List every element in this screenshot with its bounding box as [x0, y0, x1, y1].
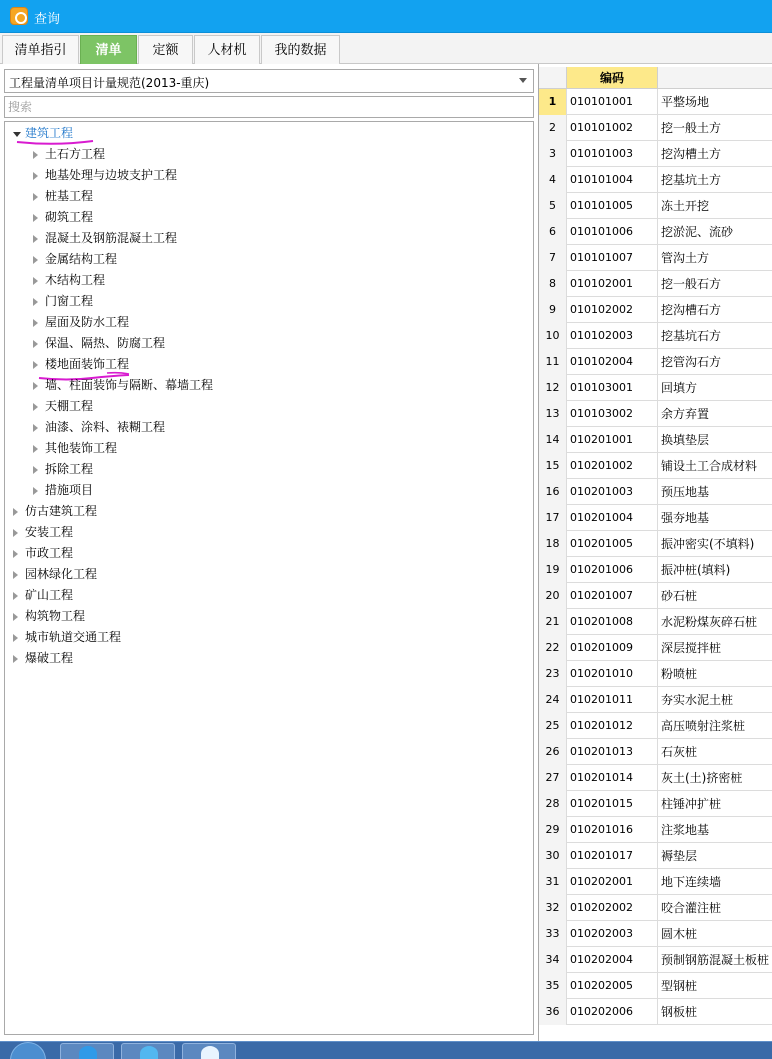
header-index [539, 67, 567, 89]
table-row[interactable] [539, 323, 772, 349]
code-cell: 010202006 [567, 999, 658, 1025]
code-cell: 010102004 [567, 349, 658, 375]
row-index-cell: 27 [539, 765, 567, 791]
tree-node-label: 仿古建筑工程 [25, 504, 98, 518]
taskbar-browser-button[interactable] [60, 1043, 114, 1059]
code-cell: 010201007 [567, 583, 658, 609]
row-index-cell: 25 [539, 713, 567, 739]
code-cell: 010201016 [567, 817, 658, 843]
tab-bar [0, 33, 772, 64]
code-cell: 010201011 [567, 687, 658, 713]
expand-arrow-icon[interactable] [13, 571, 18, 579]
code-cell: 010103001 [567, 375, 658, 401]
expand-arrow-icon[interactable] [13, 508, 18, 516]
name-cell: 粉喷桩 [661, 667, 698, 681]
name-cell: 水泥粉煤灰碎石桩 [661, 615, 758, 629]
code-cell: 010202002 [567, 895, 658, 921]
name-cell: 挖一般土方 [661, 121, 722, 135]
name-cell: 回填方 [661, 381, 698, 395]
code-cell: 010101005 [567, 193, 658, 219]
tree-node-label: 土石方工程 [45, 147, 106, 161]
table-row[interactable] [539, 401, 772, 427]
code-cell: 010202005 [567, 973, 658, 999]
row-index-cell: 35 [539, 973, 567, 999]
row-index-cell: 26 [539, 739, 567, 765]
table-row[interactable] [539, 427, 772, 453]
title-bar [0, 0, 772, 33]
row-index-cell: 24 [539, 687, 567, 713]
expand-arrow-icon[interactable] [33, 298, 38, 306]
code-cell: 010201002 [567, 453, 658, 479]
row-index-cell: 4 [539, 167, 567, 193]
row-index-cell: 29 [539, 817, 567, 843]
row-index-cell: 5 [539, 193, 567, 219]
code-cell: 010201009 [567, 635, 658, 661]
tree-node-label: 金属结构工程 [45, 252, 118, 266]
name-cell: 余方弃置 [661, 407, 710, 421]
window-title: 查询 [34, 12, 61, 27]
tab-labor-material-machine[interactable]: 人材机 [194, 35, 260, 64]
tree-node-label: 混凝土及钢筋混凝土工程 [45, 231, 178, 245]
table-row[interactable] [539, 999, 772, 1025]
row-index-cell: 12 [539, 375, 567, 401]
table-row[interactable] [539, 583, 772, 609]
code-cell: 010102002 [567, 297, 658, 323]
row-index-cell: 32 [539, 895, 567, 921]
tree-node-label: 措施项目 [45, 483, 94, 497]
row-index-cell: 11 [539, 349, 567, 375]
table-row[interactable] [539, 973, 772, 999]
collapse-arrow-icon[interactable] [13, 132, 21, 137]
list-items-grid [538, 64, 772, 1041]
expand-arrow-icon[interactable] [33, 319, 38, 327]
name-cell: 挖基坑石方 [661, 329, 722, 343]
tree-node-label: 墙、柱面装饰与隔断、幕墙工程 [45, 378, 214, 392]
code-cell: 010202003 [567, 921, 658, 947]
row-index-cell: 28 [539, 791, 567, 817]
code-cell: 010202001 [567, 869, 658, 895]
table-row[interactable] [539, 713, 772, 739]
expand-arrow-icon[interactable] [33, 487, 38, 495]
tab-list[interactable]: 清单 [80, 35, 137, 64]
list-tree-pane [0, 64, 538, 1041]
expand-arrow-icon[interactable] [33, 235, 38, 243]
code-cell: 010101006 [567, 219, 658, 245]
name-cell: 型钢桩 [661, 979, 698, 993]
name-cell: 地下连续墙 [661, 875, 722, 889]
code-cell: 010102001 [567, 271, 658, 297]
name-cell: 柱锤冲扩桩 [661, 797, 722, 811]
table-row[interactable] [539, 921, 772, 947]
table-row[interactable] [539, 349, 772, 375]
table-row[interactable] [539, 635, 772, 661]
start-button[interactable] [10, 1042, 46, 1059]
tree-node-label: 园林绿化工程 [25, 567, 98, 581]
code-cell: 010103002 [567, 401, 658, 427]
code-cell: 010101007 [567, 245, 658, 271]
expand-arrow-icon[interactable] [33, 361, 38, 369]
row-index-cell: 20 [539, 583, 567, 609]
code-cell: 010201014 [567, 765, 658, 791]
table-row[interactable] [539, 895, 772, 921]
table-row[interactable] [539, 167, 772, 193]
row-index-cell: 6 [539, 219, 567, 245]
row-index-cell: 17 [539, 505, 567, 531]
row-index-cell: 33 [539, 921, 567, 947]
row-index-cell: 16 [539, 479, 567, 505]
tree-node-label: 油漆、涂料、裱糊工程 [45, 420, 166, 434]
app-logo-icon [201, 1046, 219, 1059]
row-index-cell: 36 [539, 999, 567, 1025]
name-cell: 高压喷射注浆桩 [661, 719, 746, 733]
code-cell: 010201012 [567, 713, 658, 739]
code-cell: 010101002 [567, 115, 658, 141]
table-row[interactable] [539, 505, 772, 531]
expand-arrow-icon[interactable] [33, 382, 38, 390]
table-row[interactable] [539, 219, 772, 245]
tree-node-label: 拆除工程 [45, 462, 94, 476]
row-index-cell: 9 [539, 297, 567, 323]
name-cell: 预压地基 [661, 485, 710, 499]
spec-select[interactable] [4, 69, 534, 93]
expand-arrow-icon[interactable] [13, 613, 18, 621]
header-code[interactable]: 编码 [567, 67, 658, 89]
row-index-cell: 7 [539, 245, 567, 271]
table-row[interactable] [539, 869, 772, 895]
code-cell: 010201003 [567, 479, 658, 505]
name-cell: 振冲桩(填料) [661, 563, 731, 577]
table-row[interactable] [539, 843, 772, 869]
expand-arrow-icon[interactable] [33, 424, 38, 432]
row-index-cell: 15 [539, 453, 567, 479]
table-row[interactable] [539, 687, 772, 713]
table-row[interactable] [539, 739, 772, 765]
table-row[interactable] [539, 557, 772, 583]
table-row[interactable] [539, 375, 772, 401]
table-row[interactable] [539, 817, 772, 843]
expand-arrow-icon[interactable] [13, 550, 18, 558]
expand-arrow-icon[interactable] [13, 655, 18, 663]
name-cell: 深层搅拌桩 [661, 641, 722, 655]
row-index-cell: 18 [539, 531, 567, 557]
row-index-cell: 30 [539, 843, 567, 869]
tree-node-label: 爆破工程 [25, 651, 74, 665]
name-cell: 挖一般石方 [661, 277, 722, 291]
name-cell: 挖沟槽石方 [661, 303, 722, 317]
table-row[interactable] [539, 193, 772, 219]
header-name[interactable] [658, 67, 772, 89]
row-index-cell: 1 [539, 89, 567, 115]
app-logo-icon [10, 7, 28, 25]
chat-icon [140, 1046, 158, 1059]
tree-node-label: 建筑工程 [25, 126, 74, 140]
row-index-cell: 2 [539, 115, 567, 141]
name-cell: 挖基坑土方 [661, 173, 722, 187]
code-cell: 010201006 [567, 557, 658, 583]
code-cell: 010101003 [567, 141, 658, 167]
table-row[interactable] [539, 609, 772, 635]
tree-node-label: 构筑物工程 [25, 609, 86, 623]
name-cell: 强夯地基 [661, 511, 710, 525]
tree-node-label: 矿山工程 [25, 588, 74, 602]
row-index-cell: 21 [539, 609, 567, 635]
tree-node-label: 桩基工程 [45, 189, 94, 203]
row-index-cell: 22 [539, 635, 567, 661]
name-cell: 钢板桩 [661, 1005, 698, 1019]
code-cell: 010201013 [567, 739, 658, 765]
table-row[interactable] [539, 531, 772, 557]
search-input[interactable] [4, 96, 534, 118]
expand-arrow-icon[interactable] [33, 256, 38, 264]
row-index-cell: 34 [539, 947, 567, 973]
name-cell: 夯实水泥土桩 [661, 693, 734, 707]
row-index-cell: 23 [539, 661, 567, 687]
row-index-cell: 13 [539, 401, 567, 427]
table-row[interactable] [539, 115, 772, 141]
row-index-cell: 19 [539, 557, 567, 583]
code-cell: 010201010 [567, 661, 658, 687]
code-cell: 010201008 [567, 609, 658, 635]
chevron-down-icon[interactable] [519, 78, 527, 83]
name-cell: 振冲密实(不填料) [661, 537, 755, 551]
tree-node-label: 地基处理与边坡支护工程 [45, 168, 178, 182]
taskbar-app-button[interactable] [182, 1043, 236, 1059]
tree-node-label: 其他装饰工程 [45, 441, 118, 455]
name-cell: 灰土(土)挤密桩 [661, 771, 743, 785]
table-row[interactable] [539, 765, 772, 791]
name-cell: 石灰桩 [661, 745, 698, 759]
name-cell: 砂石桩 [661, 589, 698, 603]
code-cell: 010101001 [567, 89, 658, 115]
expand-arrow-icon[interactable] [33, 340, 38, 348]
expand-arrow-icon[interactable] [33, 466, 38, 474]
tree-node-label: 市政工程 [25, 546, 74, 560]
code-cell: 010201017 [567, 843, 658, 869]
code-cell: 010202004 [567, 947, 658, 973]
tab-list-guide[interactable]: 清单指引 [2, 35, 79, 64]
table-row[interactable] [539, 89, 772, 115]
name-cell: 预制钢筋混凝土板桩 [661, 953, 770, 967]
table-row[interactable] [539, 947, 772, 973]
table-row[interactable] [539, 245, 772, 271]
name-cell: 挖管沟石方 [661, 355, 722, 369]
table-row[interactable] [539, 141, 772, 167]
taskbar-chat-button[interactable] [121, 1043, 175, 1059]
name-cell: 冻土开挖 [661, 199, 710, 213]
windows-taskbar [0, 1041, 772, 1059]
tree-node-label: 城市轨道交通工程 [25, 630, 122, 644]
expand-arrow-icon[interactable] [33, 403, 38, 411]
expand-arrow-icon[interactable] [13, 634, 18, 642]
table-row[interactable] [539, 661, 772, 687]
tab-my-data[interactable]: 我的数据 [261, 35, 340, 64]
tree-node-label: 门窗工程 [45, 294, 94, 308]
name-cell: 挖沟槽土方 [661, 147, 722, 161]
name-cell: 换填垫层 [661, 433, 710, 447]
name-cell: 褥垫层 [661, 849, 698, 863]
name-cell: 注浆地基 [661, 823, 710, 837]
expand-arrow-icon[interactable] [13, 529, 18, 537]
name-cell: 挖淤泥、流砂 [661, 225, 734, 239]
table-row[interactable] [539, 453, 772, 479]
code-cell: 010201015 [567, 791, 658, 817]
expand-arrow-icon[interactable] [33, 172, 38, 180]
row-index-cell: 8 [539, 271, 567, 297]
expand-arrow-icon[interactable] [33, 151, 38, 159]
expand-arrow-icon[interactable] [33, 193, 38, 201]
expand-arrow-icon[interactable] [33, 214, 38, 222]
expand-arrow-icon[interactable] [33, 277, 38, 285]
browser-icon [79, 1046, 97, 1059]
table-row[interactable] [539, 479, 772, 505]
tree-node-label: 保温、隔热、防腐工程 [45, 336, 166, 350]
name-cell: 铺设土工合成材料 [661, 459, 758, 473]
table-row[interactable] [539, 271, 772, 297]
code-cell: 010201004 [567, 505, 658, 531]
tab-quota[interactable]: 定额 [138, 35, 193, 64]
row-index-cell: 14 [539, 427, 567, 453]
table-row[interactable] [539, 297, 772, 323]
tree-node-label: 天棚工程 [45, 399, 94, 413]
code-cell: 010102003 [567, 323, 658, 349]
tree-node-label: 楼地面装饰工程 [45, 357, 130, 371]
name-cell: 圆木桩 [661, 927, 698, 941]
code-cell: 010201001 [567, 427, 658, 453]
table-row[interactable] [539, 791, 772, 817]
name-cell: 管沟土方 [661, 251, 710, 265]
expand-arrow-icon[interactable] [13, 592, 18, 600]
row-index-cell: 10 [539, 323, 567, 349]
tree-node-label: 屋面及防水工程 [45, 315, 130, 329]
name-cell: 咬合灌注桩 [661, 901, 722, 915]
tree-node-label: 木结构工程 [45, 273, 106, 287]
code-cell: 010101004 [567, 167, 658, 193]
row-index-cell: 31 [539, 869, 567, 895]
spec-select-value: 工程量清单项目计量规范(2013-重庆) [9, 76, 210, 90]
name-cell: 平整场地 [661, 95, 710, 109]
category-tree [4, 121, 534, 1035]
row-index-cell: 3 [539, 141, 567, 167]
tree-node-label: 安装工程 [25, 525, 74, 539]
code-cell: 010201005 [567, 531, 658, 557]
tree-node-label: 砌筑工程 [45, 210, 94, 224]
expand-arrow-icon[interactable] [33, 445, 38, 453]
